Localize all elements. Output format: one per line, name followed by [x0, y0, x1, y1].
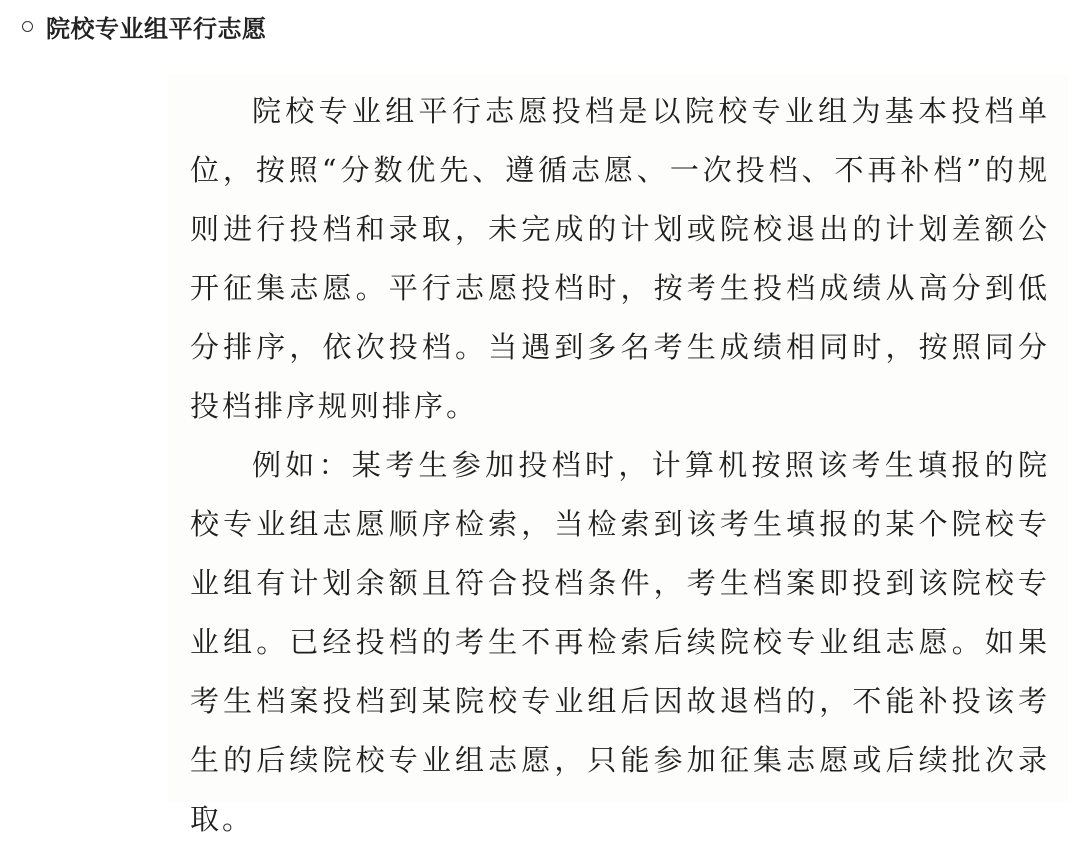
- hollow-circle-icon: [22, 21, 33, 32]
- document-body: [190, 82, 1050, 849]
- section-heading: [22, 6, 267, 46]
- paragraph-example: 例如：某考生参加投档时，计算机按照该考生填报的院校专业组志愿顺序检索，当检索到该考生填报的某个院校专业组有计划余额且符合投档条件，考生档案即投到该院校专业组。已经投档的考生不再检索后续院校专业组志愿。如果考生档案投档到某院校专业组后因故退档的，不能补投该考生的后续院校专业组志愿，只能参加征集志愿或后续批次录取。: [190, 448, 1050, 836]
- section-title: 院校专业组平行志愿: [46, 14, 267, 43]
- paragraph-rules: 院校专业组平行志愿投档是以院校专业组为基本投档单位，按照“分数优先、遵循志愿、一次投档、不再补档”的规则进行投档和录取，未完成的计划或院校退出的计划差额公开征集志愿。平行志愿投档时，按考生投档成绩从高分到低分排序，依次投档。当遇到多名考生成绩相同时，按照同分投档排序规则排序。: [190, 94, 1050, 423]
